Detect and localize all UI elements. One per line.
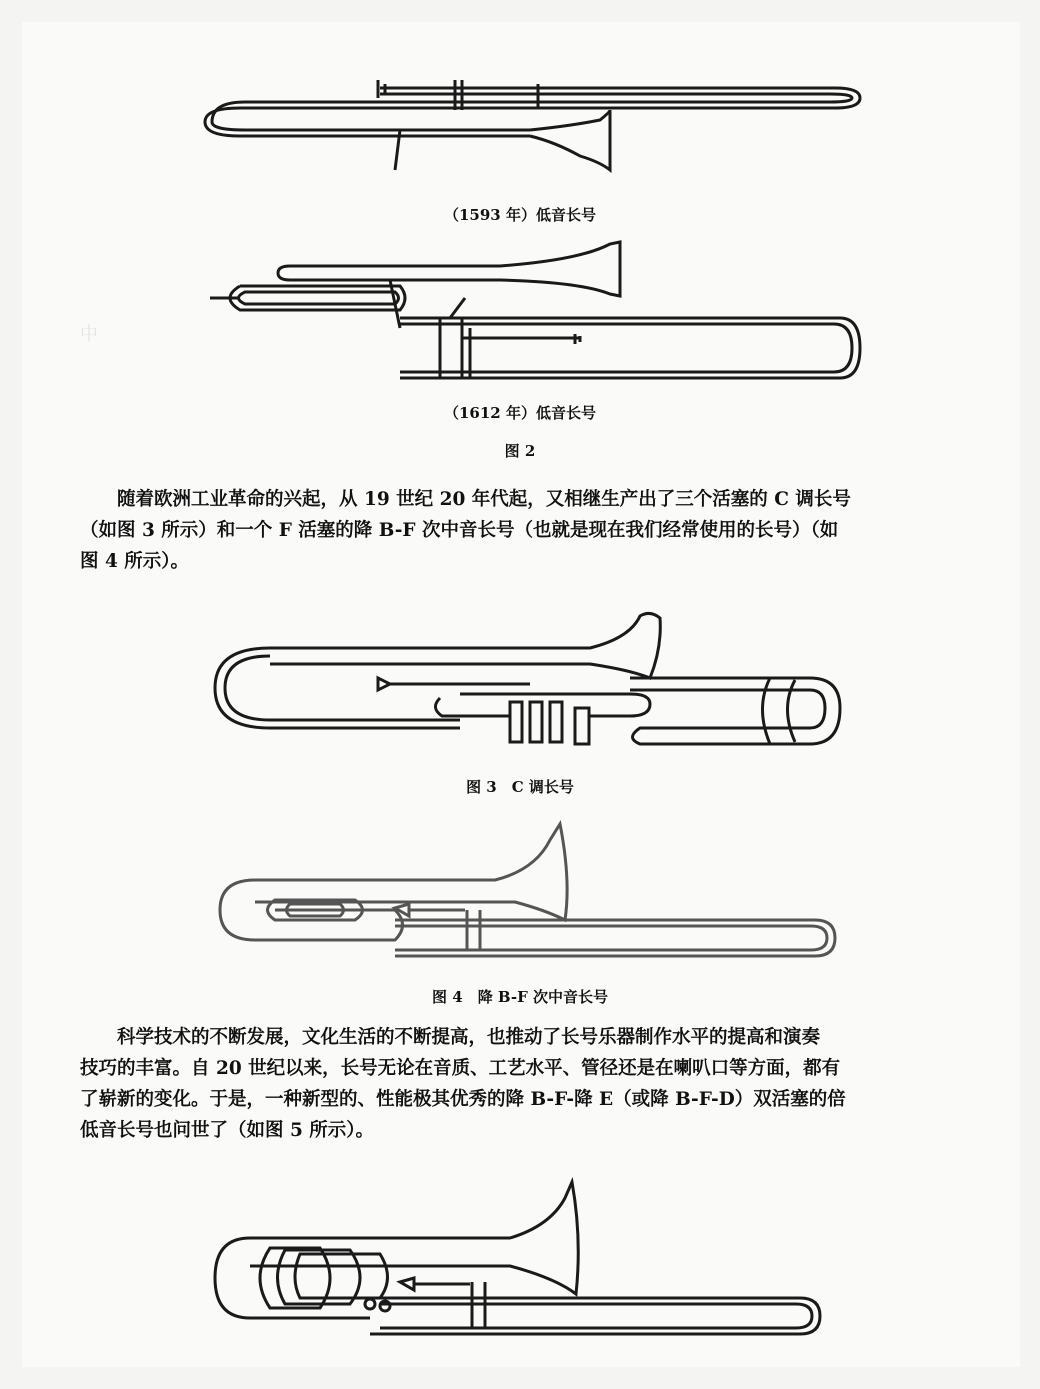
fig4-caption: 图 4 降 B-F 次中音长号 xyxy=(432,988,608,1006)
paragraph-1 xyxy=(80,484,982,577)
paragraph-1-line-3: 图 4 所示）。 xyxy=(80,551,190,572)
bleed-through-text: 中 xyxy=(80,324,780,345)
trombone-1593-illustration xyxy=(200,70,870,180)
fig2b-caption: （1612 年）低音长号 xyxy=(444,404,596,422)
paragraph-2 xyxy=(80,1022,982,1146)
paragraph-2-line-1: 科学技术的不断发展，文化生活的不断提高，也推动了长号乐器制作水平的提高和演奏 xyxy=(117,1027,821,1048)
c-trombone-illustration xyxy=(210,608,850,758)
paragraph-2-line-2: 技巧的丰富。自 20 世纪以来，长号无论在音质、工艺水平、管径还是在喇叭口等方面，都有 xyxy=(80,1058,841,1079)
double-valve-bass-trombone-illustration xyxy=(210,1178,840,1348)
paragraph-2-line-4: 低音长号也问世了（如图 5 所示）。 xyxy=(80,1120,375,1141)
paragraph-1-line-2: （如图 3 所示）和一个 F 活塞的降 B-F 次中音长号（也就是现在我们经常使用的长号）（如 xyxy=(80,520,839,541)
fig2-label: 图 2 xyxy=(504,442,536,460)
trombone-1612-illustration xyxy=(200,238,880,388)
paragraph-1-line-1: 随着欧洲工业革命的兴起，从 19 世纪 20 年代起，又相继生产出了三个活塞的 C 调长号 xyxy=(117,489,851,510)
bf-tenor-trombone-illustration xyxy=(215,820,855,970)
paragraph-2-line-3: 了崭新的变化。于是，一种新型的、性能极其优秀的降 B-F-降 E（或降 B-F-D）双活塞的倍 xyxy=(80,1089,846,1110)
fig2a-caption: （1593 年）低音长号 xyxy=(444,206,596,224)
fig3-caption: 图 3 C 调长号 xyxy=(466,778,574,796)
